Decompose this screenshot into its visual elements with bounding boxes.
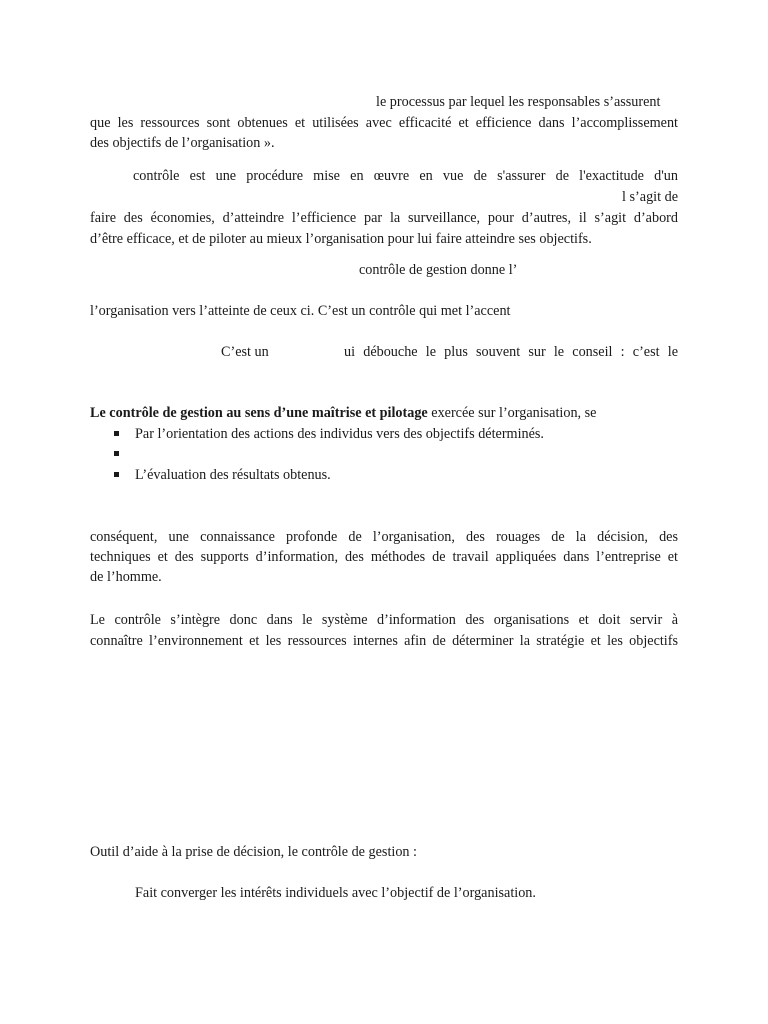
paragraph4-part-a: C’est un: [221, 344, 269, 360]
definition-bold-text: Le contrôle de gestion au sens d’une maîtrise et pilotage: [90, 405, 428, 421]
bullet-item-3: L’évaluation des résultats obtenus.: [135, 467, 331, 483]
bullet-icon: [114, 451, 119, 456]
paragraph3-line1: contrôle de gestion donne l’: [359, 262, 518, 278]
paragraph1-line3: des objectifs de l’organisation ».: [90, 135, 275, 151]
paragraph2-line1: contrôle est une procédure mise en œuvre en vue de s'assurer de l'exactitude d'un: [133, 168, 678, 184]
outil-item-1: Fait converger les intérêts individuels avec l’objectif de l’organisation.: [135, 885, 536, 901]
paragraph5-line2: techniques et des supports d’information, des méthodes de travail appliquées dans l’entreprise et: [90, 549, 678, 565]
paragraph4-part-b: ui débouche le plus souvent sur le conseil : c’est le: [344, 344, 678, 360]
paragraph6-line2: connaître l’environnement et les ressources internes afin de déterminer la stratégie et les objectifs: [90, 633, 678, 649]
bullet-icon: [114, 472, 119, 477]
bullet-item-1: Par l’orientation des actions des individus vers des objectifs déterminés.: [135, 426, 544, 442]
paragraph2-line4: d’être efficace, et de piloter au mieux l’organisation pour lui faire atteindre ses objectifs.: [90, 231, 592, 247]
paragraph3-line2: l’organisation vers l’atteinte de ceux ci. C’est un contrôle qui met l’accent: [90, 303, 511, 319]
paragraph5-line3: de l’homme.: [90, 569, 162, 585]
bullet-icon: [114, 431, 119, 436]
paragraph2-line2: l s’agit de: [622, 189, 678, 205]
definition-line: [90, 403, 596, 423]
paragraph6-line1: Le contrôle s’intègre donc dans le système d’information des organisations et doit servir à: [90, 612, 678, 628]
paragraph1-line1: le processus par lequel les responsables s’assurent: [376, 94, 661, 110]
paragraph1-line2: que les ressources sont obtenues et utilisées avec efficacité et efficience dans l’accomplissement: [90, 115, 678, 131]
paragraph5-line1: conséquent, une connaissance profonde de l’organisation, des rouages de la décision, des: [90, 529, 678, 545]
definition-rest-text: exercée sur l’organisation, se: [427, 405, 597, 421]
paragraph2-line3: faire des économies, d’atteindre l’efficience par la surveillance, pour d’autres, il s’agit d’abord: [90, 210, 678, 226]
outil-intro: Outil d’aide à la prise de décision, le contrôle de gestion :: [90, 844, 417, 860]
